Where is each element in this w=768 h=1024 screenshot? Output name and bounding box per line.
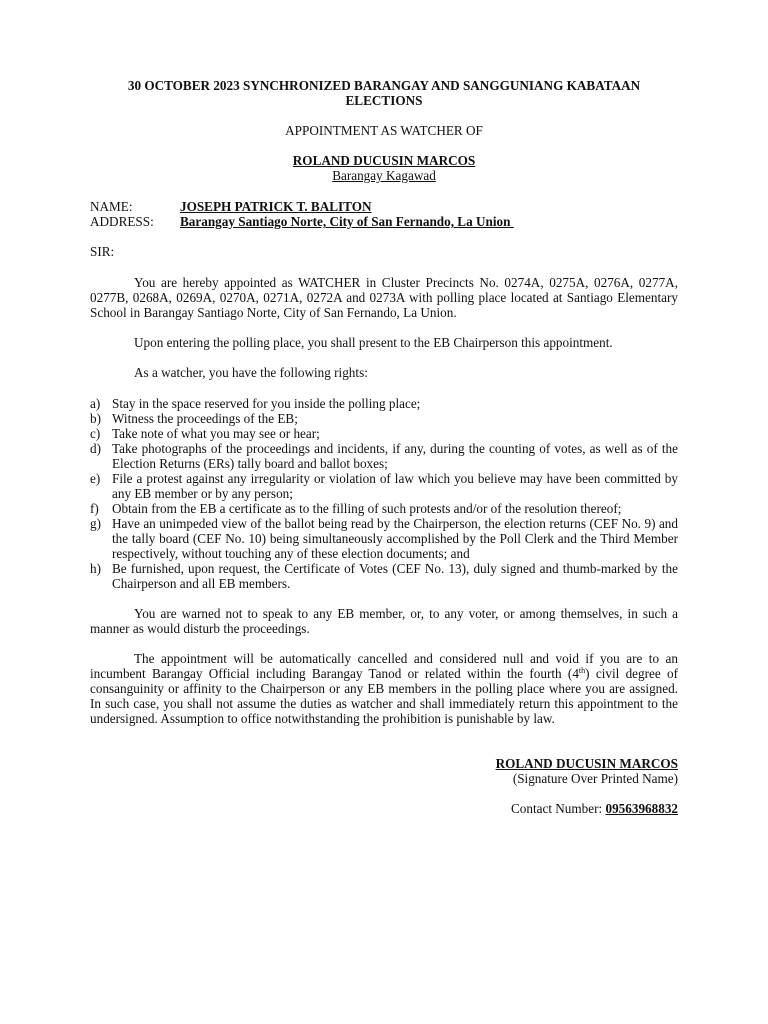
- signatory-name: ROLAND DUCUSIN MARCOS: [495, 756, 678, 771]
- rights-text: Have an unimpeded view of the ballot being read by the Chairperson, the election returns (CEF No. 9) and the tally board (CEF No. 10) being simultaneously accomplished by the Poll Clerk and the Third Member respectively, without touching any of these election documents; and: [112, 516, 678, 561]
- rights-marker: e): [90, 471, 101, 486]
- appointee-address: Barangay Santiago Norte, City of San Fernando, La Union: [180, 214, 514, 229]
- candidate-name: ROLAND DUCUSIN MARCOS: [292, 153, 476, 168]
- paragraph-warning: You are warned not to speak to any EB member, or, to any voter, or among themselves, in such a manner as would disturb the proceedings.: [90, 606, 678, 636]
- appointment-document: [90, 78, 678, 816]
- rights-marker: g): [90, 516, 101, 531]
- rights-item: [90, 396, 678, 411]
- paragraph-cancellation: [90, 651, 678, 726]
- document-subtitle: APPOINTMENT AS WATCHER OF: [285, 123, 483, 138]
- salutation: SIR:: [90, 244, 115, 259]
- cancellation-text-start: The appointment will be automatically cancelled and considered null and void if you are to an incumbent Barangay Official including Barangay Tanod or related within the fourth (4: [90, 651, 678, 681]
- rights-marker: f): [90, 501, 99, 516]
- document-title: 30 OCTOBER 2023 SYNCHRONIZED BARANGAY AND SANGGUNIANG KABATAAN ELECTIONS: [127, 78, 641, 108]
- rights-marker: a): [90, 396, 101, 411]
- appointee-address-row: [90, 214, 678, 229]
- cancellation-text-end: ) civil degree of consanguinity or affinity to the Chairperson or any EB members in the polling place where you are assigned. In such case, you shall not assume the duties as watcher and shall immediately return this appointment to the undersigned. Assumption to office notwithstanding the prohibition is punishable by law.: [90, 666, 678, 726]
- rights-text: Stay in the space reserved for you inside the polling place;: [112, 396, 421, 411]
- rights-item: [90, 561, 678, 591]
- rights-text: File a protest against any irregularity or violation of law which you believe may have been committed by any EB member or by any person;: [112, 471, 678, 501]
- appointee-name-row: [90, 199, 678, 214]
- rights-marker: c): [90, 426, 101, 441]
- rights-text: Be furnished, upon request, the Certificate of Votes (CEF No. 13), duly signed and thumb-marked by the Chairperson and all EB members.: [112, 561, 678, 591]
- ordinal-superscript: th: [578, 666, 586, 675]
- signature-block: [90, 756, 678, 816]
- rights-marker: h): [90, 561, 101, 576]
- rights-marker: b): [90, 411, 101, 426]
- address-label: ADDRESS:: [90, 214, 154, 229]
- contact-number: 09563968832: [605, 801, 678, 816]
- rights-text: Take photographs of the proceedings and incidents, if any, during the counting of votes, as well as of the Election Returns (ERs) tally board and ballot boxes;: [112, 441, 678, 471]
- rights-item: [90, 471, 678, 501]
- signature-caption: (Signature Over Printed Name): [512, 771, 678, 786]
- rights-item: [90, 441, 678, 471]
- contact-label: Contact Number:: [510, 801, 606, 816]
- rights-item: [90, 426, 678, 441]
- candidate-position: Barangay Kagawad: [332, 168, 436, 183]
- rights-text: Obtain from the EB a certificate as to the filling of such protests and/or of the resolution thereof;: [112, 501, 622, 516]
- rights-item: [90, 411, 678, 426]
- appointee-name: JOSEPH PATRICK T. BALITON: [180, 199, 372, 214]
- name-label: NAME:: [90, 199, 133, 214]
- rights-item: [90, 516, 678, 561]
- paragraph-present: Upon entering the polling place, you shall present to the EB Chairperson this appointment.: [134, 335, 613, 350]
- paragraph-appointment: You are hereby appointed as WATCHER in Cluster Precincts No. 0274A, 0275A, 0276A, 0277A, 0277B, 0268A, 0269A, 0270A, 0271A, 0272A and 0273A with polling place located at Santiago Elementary School in Barangay Santiago Norte, City of San Fernando, La Union.: [90, 275, 678, 320]
- rights-item: [90, 501, 678, 516]
- rights-text: Witness the proceedings of the EB;: [112, 411, 298, 426]
- contact-line: [90, 801, 678, 816]
- paragraph-rights-intro: As a watcher, you have the following rights:: [134, 365, 368, 380]
- rights-marker: d): [90, 441, 101, 456]
- rights-list: [90, 396, 678, 591]
- rights-text: Take note of what you may see or hear;: [112, 426, 320, 441]
